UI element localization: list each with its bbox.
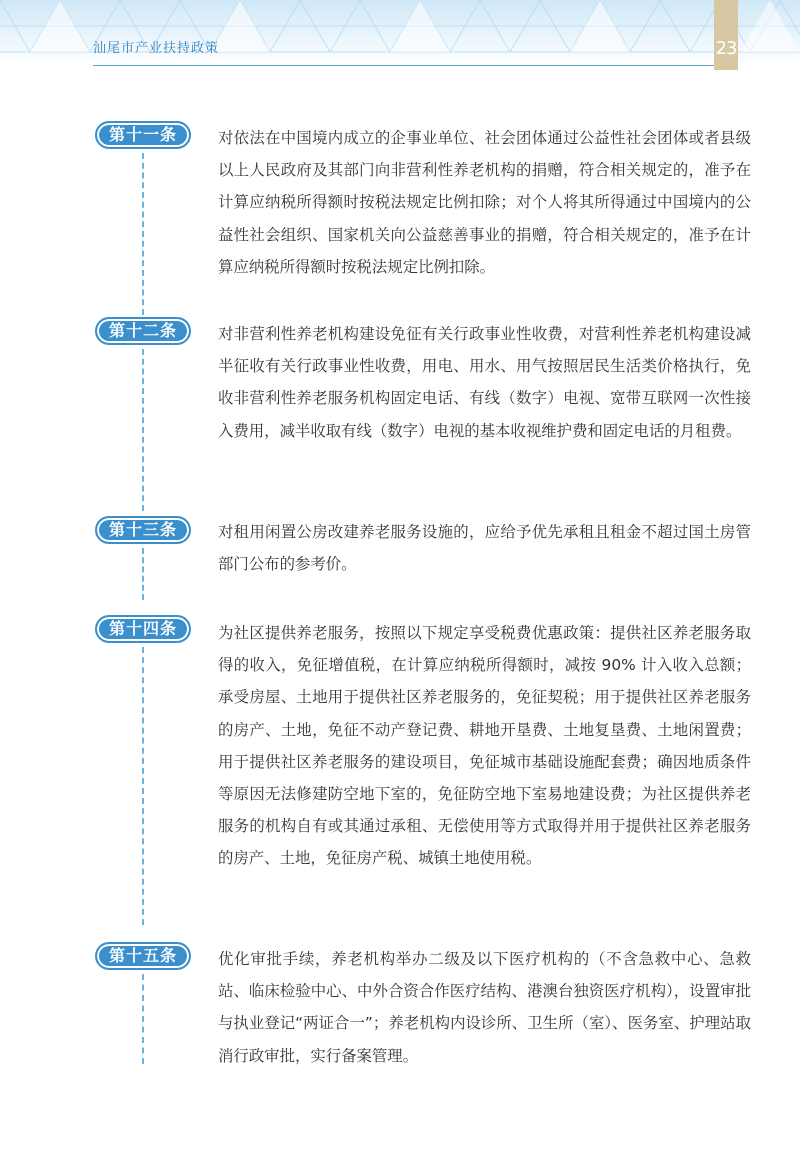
article-13-label: 第十三条	[95, 516, 191, 544]
article-15-timeline	[142, 974, 144, 1064]
page-number: 23	[715, 38, 737, 59]
article-12-label: 第十二条	[95, 317, 191, 345]
page-number-tab	[714, 0, 738, 70]
article-12-text: 对非营利性养老机构建设免征有关行政事业性收费，对营利性养老机构建设减半征收有关行政事业性收费，用电、用水、用气按照居民生活类价格执行，免收非营利性养老服务机构固定电话、有线（数字）电视、宽带互联网一次性接入费用，减半收取有线（数字）电视的基本收视维护费和固定电话的月租费。	[218, 325, 751, 440]
header-title: 汕尾市产业扶持政策	[93, 41, 220, 56]
article-14-label: 第十四条	[95, 615, 191, 643]
article-12-timeline	[142, 349, 144, 511]
article-11-text: 对依法在中国境内成立的企事业单位、社会团体通过公益性社会团体或者县级以上人民政府及其部门向非营利性养老机构的捐赠，符合相关规定的，准予在计算应纳税所得额时按税法规定比例扣除；对个人将其所得通过中国境内的公益性社会组织、国家机关向公益慈善事业的捐赠，符合相关规定的，准予在计算应纳税所得额时按税法规定比例扣除。	[218, 129, 751, 276]
article-15-text: 优化审批手续，养老机构举办二级及以下医疗机构的（不含急救中心、急救站、临床检验中心、中外合资合作医疗结构、港澳台独资医疗机构），设置审批与执业登记“两证合一”；养老机构内设诊所、卫生所（室）、医务室、护理站取消行政审批，实行备案管理。	[218, 950, 751, 1065]
article-11-label: 第十一条	[95, 121, 191, 149]
article-14-text: 为社区提供养老服务，按照以下规定享受税费优惠政策：提供社区养老服务取得的收入，免征增值税，在计算应纳税所得额时，减按 90% 计入收入总额；承受房屋、土地用于提供社区养老服务的，免征契税；用于提供社区养老服务的房产、土地，免征不动产登记费、耕地开垦费、土地复垦费、土地闲置费；用于提供社区养老服务的建设项目，免征城市基础设施配套费；确因地质条件等原因无法修建防空地下室的，免征防空地下室易地建设费；为社区提供养老服务的机构自有或其通过承租、无偿使用等方式取得并用于提供社区养老服务的房产、土地，免征房产税、城镇土地使用税。	[218, 624, 751, 868]
article-13-text: 对租用闲置公房改建养老服务设施的，应给予优先承租且租金不超过国土房管部门公布的参考价。	[218, 523, 751, 574]
header-triangle-pattern	[0, 0, 800, 66]
article-14-timeline	[142, 647, 144, 925]
article-15-label: 第十五条	[95, 942, 191, 970]
header-divider	[93, 65, 714, 66]
article-13-timeline	[142, 548, 144, 600]
article-11-timeline	[142, 153, 144, 315]
